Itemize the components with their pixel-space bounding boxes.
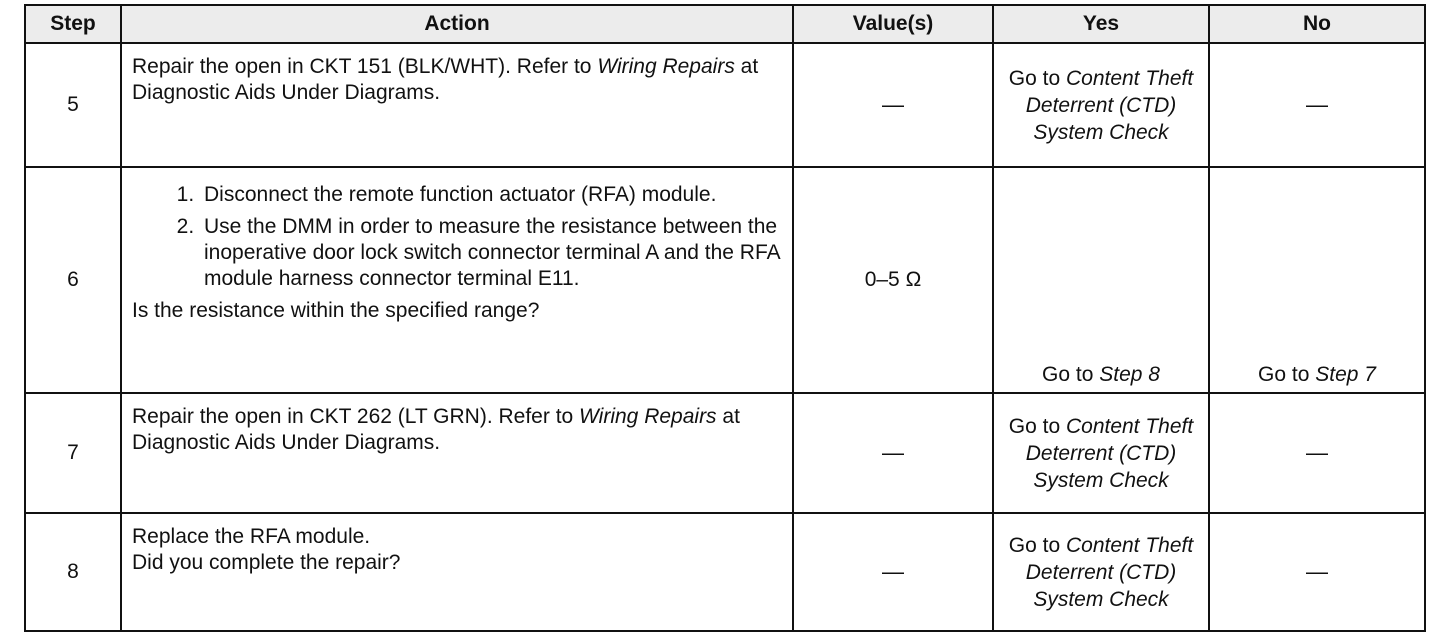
yes-cell: [993, 513, 1209, 631]
header-no: No: [1209, 5, 1425, 43]
list-item: 2. Use the DMM in order to measure the resistance between the inoperative door lock switch connector terminal A and the RFA module harness connector terminal E11.: [200, 214, 782, 292]
header-values: Value(s): [793, 5, 993, 43]
value-text: —: [882, 558, 904, 584]
value-text: 0–5 Ω: [864, 268, 922, 291]
no-text: —: [1306, 439, 1328, 465]
value-cell: [793, 393, 993, 513]
action-cell: [121, 43, 793, 167]
step-number: 5: [25, 43, 121, 167]
header-yes: Yes: [993, 5, 1209, 43]
ctd-system-check-link[interactable]: Content Theft Deterrent (CTD) System Check: [1025, 414, 1194, 492]
action-text: Replace the RFA module.: [132, 525, 371, 548]
no-text: —: [1306, 91, 1328, 117]
diagnostic-table: [24, 4, 1426, 632]
yes-text: Go to: [1042, 363, 1100, 386]
header-step: Step: [25, 5, 121, 43]
wiring-repairs-link[interactable]: Wiring Repairs: [597, 55, 735, 78]
no-cell: [1209, 393, 1425, 513]
value-cell: [793, 167, 993, 393]
table-row: [25, 43, 1425, 167]
value-text: —: [882, 439, 904, 465]
value-text: —: [882, 91, 904, 117]
step-number: 8: [25, 513, 121, 631]
step-number: 7: [25, 393, 121, 513]
no-cell: [1209, 167, 1425, 393]
action-text: Repair the open in CKT 262 (LT GRN). Refer to: [132, 405, 580, 428]
action-question: Is the resistance within the specified range?: [132, 299, 540, 322]
yes-text: Go to: [1008, 414, 1066, 438]
header-action: Action: [121, 5, 793, 43]
value-cell: [793, 513, 993, 631]
no-cell: [1209, 513, 1425, 631]
no-text: —: [1306, 558, 1328, 584]
value-cell: [793, 43, 993, 167]
wiring-repairs-link[interactable]: Wiring Repairs: [579, 405, 717, 428]
step-number: 6: [25, 167, 121, 393]
action-question: Did you complete the repair?: [132, 551, 401, 574]
step-8-link[interactable]: Step 8: [1099, 363, 1160, 386]
yes-text: Go to: [1008, 66, 1066, 90]
action-cell: [121, 393, 793, 513]
table-row: [25, 393, 1425, 513]
table-row: [25, 167, 1425, 393]
ctd-system-check-link[interactable]: Content Theft Deterrent (CTD) System Check: [1025, 66, 1194, 144]
list-item: 1. Disconnect the remote function actuator (RFA) module.: [200, 182, 782, 208]
action-cell: [121, 513, 793, 631]
ctd-system-check-link[interactable]: Content Theft Deterrent (CTD) System Check: [1025, 533, 1194, 611]
yes-cell: [993, 393, 1209, 513]
action-text: at Diagnostic Aids Under Diagrams.: [132, 405, 740, 454]
yes-text: Go to: [1008, 533, 1066, 557]
action-steps-list: [132, 182, 782, 292]
table-row: [25, 513, 1425, 631]
no-cell: [1209, 43, 1425, 167]
action-text: at Diagnostic Aids Under Diagrams.: [132, 55, 759, 104]
yes-cell: [993, 167, 1209, 393]
table-header-row: [25, 5, 1425, 43]
step-7-link[interactable]: Step 7: [1315, 363, 1376, 386]
action-cell: [121, 167, 793, 393]
yes-cell: [993, 43, 1209, 167]
action-text: Repair the open in CKT 151 (BLK/WHT). Refer to: [132, 55, 598, 78]
no-text: Go to: [1258, 363, 1316, 386]
